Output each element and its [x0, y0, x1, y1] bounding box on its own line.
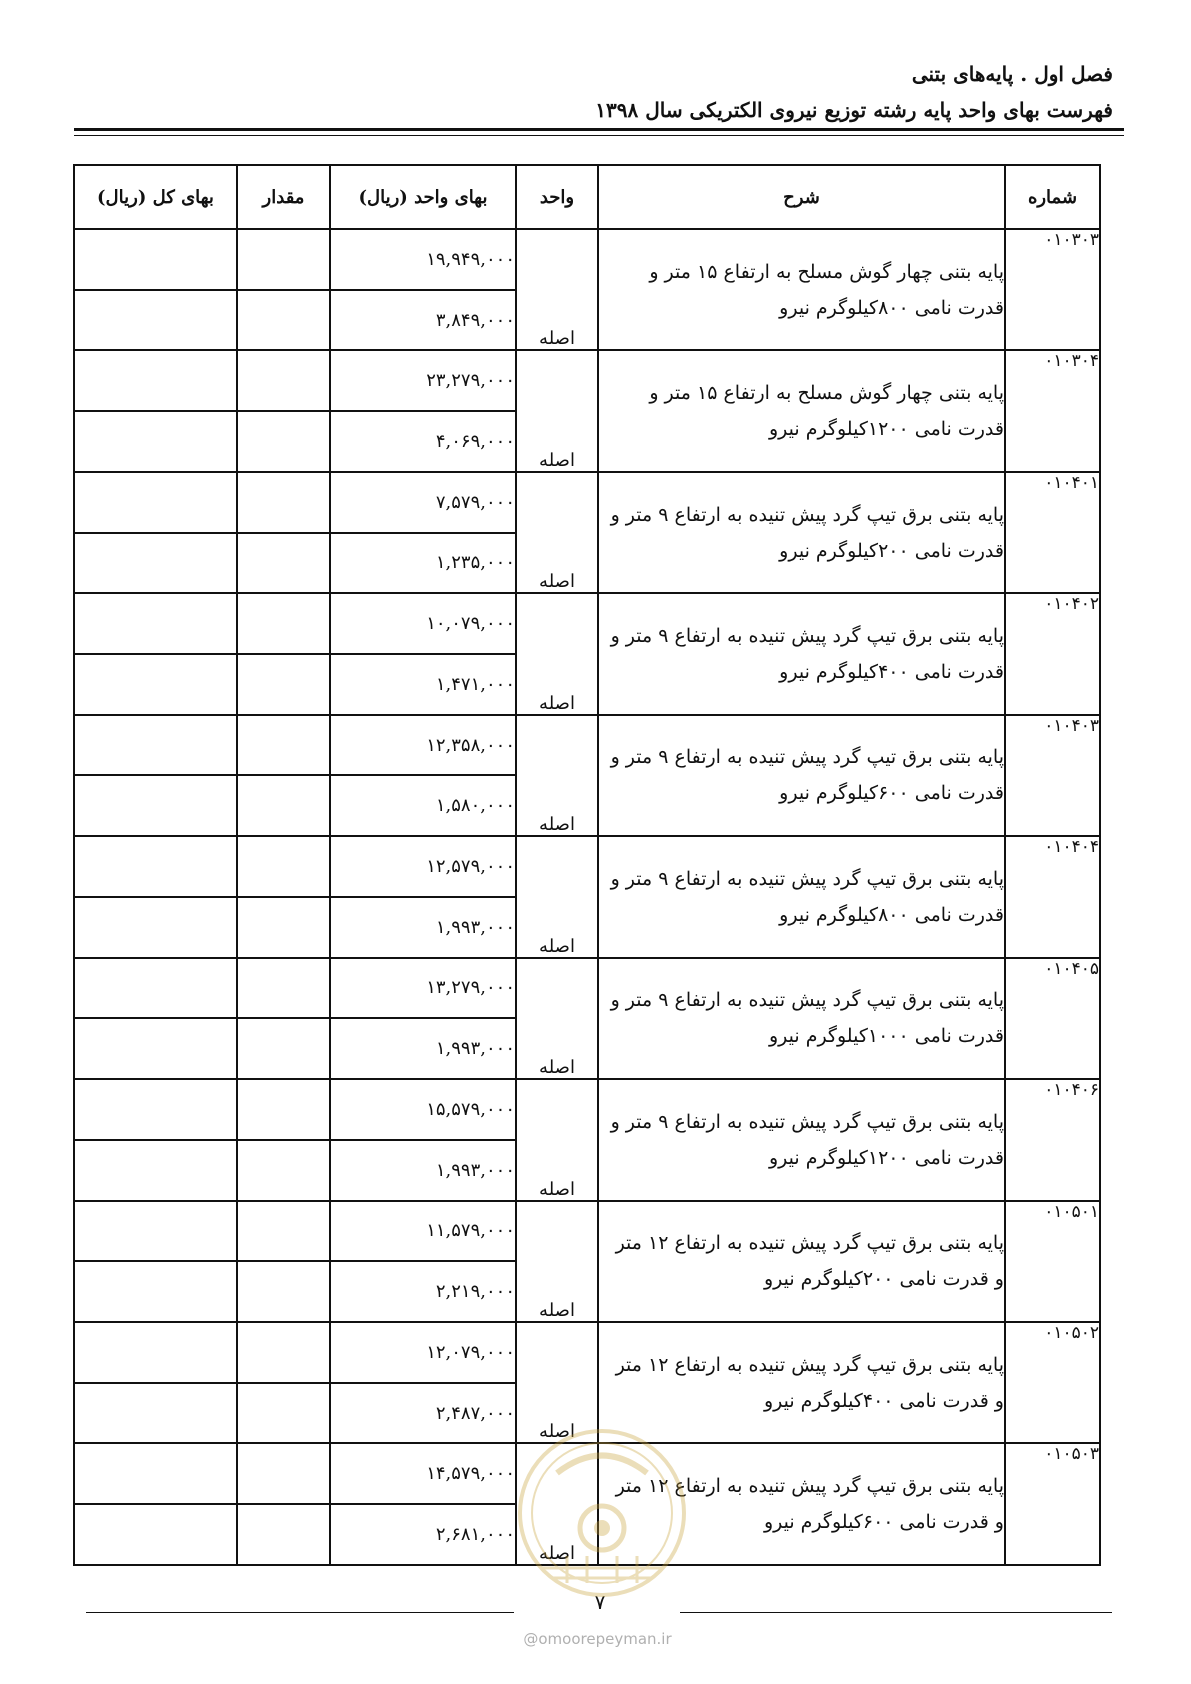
quantity-cell	[237, 290, 330, 351]
unit-price-cell: ۱۳,۲۷۹,۰۰۰	[330, 958, 516, 1019]
quantity-cell	[237, 1201, 330, 1262]
item-number-cell: ۰۱۰۴۰۱	[1005, 472, 1100, 593]
unit-cell: اصله	[516, 472, 598, 593]
unit-cell: اصله	[516, 1201, 598, 1322]
col-header-number: شماره	[1005, 165, 1100, 229]
table-row	[74, 1322, 1100, 1383]
quantity-cell	[237, 654, 330, 715]
table-header-row	[74, 165, 1100, 229]
table-row	[74, 1079, 1100, 1140]
description-line-2: قدرت نامی ۶۰۰کیلوگرم نیرو	[779, 782, 1004, 805]
unit-price-cell: ۳,۸۴۹,۰۰۰	[330, 290, 516, 351]
description-cell	[598, 472, 1005, 593]
description-line-2: و قدرت نامی ۶۰۰کیلوگرم نیرو	[763, 1511, 1004, 1534]
total-price-cell	[74, 290, 237, 351]
quantity-cell	[237, 715, 330, 776]
table-row	[74, 958, 1100, 1019]
unit-price-cell: ۱,۹۹۳,۰۰۰	[330, 1018, 516, 1079]
col-header-unit: واحد	[516, 165, 598, 229]
total-price-cell	[74, 1383, 237, 1444]
col-header-unit-price: بهای واحد (ریال)	[330, 165, 516, 229]
unit-price-cell: ۱,۴۷۱,۰۰۰	[330, 654, 516, 715]
quantity-cell	[237, 472, 330, 533]
item-number-cell: ۰۱۰۴۰۶	[1005, 1079, 1100, 1200]
quantity-cell	[237, 1504, 330, 1565]
description-cell	[598, 593, 1005, 714]
item-number-cell: ۰۱۰۴۰۵	[1005, 958, 1100, 1079]
unit-price-cell: ۱۹,۹۴۹,۰۰۰	[330, 229, 516, 290]
description-line-2: قدرت نامی ۲۰۰کیلوگرم نیرو	[779, 539, 1004, 562]
col-header-total-price: بهای کل (ریال)	[74, 165, 237, 229]
quantity-cell	[237, 775, 330, 836]
document-title: فهرست بهای واحد پایه رشته توزیع نیروی الکتریکی سال ۱۳۹۸	[595, 98, 1113, 122]
description-line-2: قدرت نامی ۱۲۰۰کیلوگرم نیرو	[768, 418, 1004, 441]
description-line-2: قدرت نامی ۸۰۰کیلوگرم نیرو	[779, 296, 1004, 319]
quantity-cell	[237, 1383, 330, 1444]
unit-price-cell: ۱۴,۵۷۹,۰۰۰	[330, 1443, 516, 1504]
item-number-cell: ۰۱۰۳۰۳	[1005, 229, 1100, 350]
unit-cell: اصله	[516, 958, 598, 1079]
description-line-1: پایه بتنی برق تیپ گرد پیش تنیده به ارتفاع ۱۲ متر	[615, 1232, 1004, 1255]
total-price-cell	[74, 1018, 237, 1079]
quantity-cell	[237, 897, 330, 958]
unit-price-cell: ۱,۹۹۳,۰۰۰	[330, 1140, 516, 1201]
unit-price-cell: ۱۲,۳۵۸,۰۰۰	[330, 715, 516, 776]
table-row	[74, 1201, 1100, 1262]
total-price-cell	[74, 654, 237, 715]
item-number-cell: ۰۱۰۴۰۴	[1005, 836, 1100, 957]
table-row	[74, 350, 1100, 411]
item-number-cell: ۰۱۰۵۰۳	[1005, 1443, 1100, 1565]
description-cell	[598, 1201, 1005, 1322]
description-line-1: پایه بتنی برق تیپ گرد پیش تنیده به ارتفاع ۹ متر و	[610, 625, 1004, 648]
unit-price-cell: ۱۵,۵۷۹,۰۰۰	[330, 1079, 516, 1140]
unit-price-cell: ۲,۲۱۹,۰۰۰	[330, 1261, 516, 1322]
total-price-cell	[74, 1079, 237, 1140]
quantity-cell	[237, 350, 330, 411]
total-price-cell	[74, 593, 237, 654]
description-line-1: پایه بتنی برق تیپ گرد پیش تنیده به ارتفاع ۹ متر و	[610, 867, 1004, 890]
item-number-cell: ۰۱۰۵۰۲	[1005, 1322, 1100, 1443]
quantity-cell	[237, 958, 330, 1019]
description-line-1: پایه بتنی برق تیپ گرد پیش تنیده به ارتفاع ۱۲ متر	[615, 1353, 1004, 1376]
unit-price-cell: ۱۱,۵۷۹,۰۰۰	[330, 1201, 516, 1262]
total-price-cell	[74, 1201, 237, 1262]
footer-rule-left	[86, 1612, 514, 1613]
unit-cell: اصله	[516, 1322, 598, 1443]
quantity-cell	[237, 1261, 330, 1322]
price-table	[73, 164, 1101, 1566]
total-price-cell	[74, 1443, 237, 1504]
unit-cell: اصله	[516, 350, 598, 471]
unit-cell: اصله	[516, 593, 598, 714]
description-cell	[598, 350, 1005, 471]
total-price-cell	[74, 1322, 237, 1383]
total-price-cell	[74, 472, 237, 533]
description-line-2: قدرت نامی ۱۰۰۰کیلوگرم نیرو	[768, 1025, 1004, 1048]
table-row	[74, 593, 1100, 654]
description-line-1: پایه بتنی برق تیپ گرد پیش تنیده به ارتفاع ۱۲ متر	[615, 1475, 1004, 1498]
description-line-2: قدرت نامی ۴۰۰کیلوگرم نیرو	[779, 661, 1004, 684]
total-price-cell	[74, 1504, 237, 1565]
unit-price-cell: ۱۲,۵۷۹,۰۰۰	[330, 836, 516, 897]
unit-cell: اصله	[516, 1443, 598, 1565]
description-line-2: و قدرت نامی ۲۰۰کیلوگرم نیرو	[763, 1268, 1004, 1291]
total-price-cell	[74, 229, 237, 290]
total-price-cell	[74, 836, 237, 897]
col-header-quantity: مقدار	[237, 165, 330, 229]
unit-price-cell: ۱,۵۸۰,۰۰۰	[330, 775, 516, 836]
header-rule	[74, 128, 1124, 131]
description-line-1: پایه بتنی برق تیپ گرد پیش تنیده به ارتفاع ۹ متر و	[610, 746, 1004, 769]
total-price-cell	[74, 411, 237, 472]
unit-cell: اصله	[516, 1079, 598, 1200]
col-header-description: شرح	[598, 165, 1005, 229]
logo-watermark	[512, 1418, 692, 1608]
description-cell	[598, 836, 1005, 957]
chapter-title: فصل اول . پایه‌های بتنی	[911, 62, 1113, 86]
description-line-2: قدرت نامی ۱۲۰۰کیلوگرم نیرو	[768, 1146, 1004, 1169]
unit-price-cell: ۲,۶۸۱,۰۰۰	[330, 1504, 516, 1565]
description-line-1: پایه بتنی چهار گوش مسلح به ارتفاع ۱۵ متر و	[649, 382, 1004, 405]
total-price-cell	[74, 958, 237, 1019]
unit-price-cell: ۱۰,۰۷۹,۰۰۰	[330, 593, 516, 654]
unit-price-cell: ۷,۵۷۹,۰۰۰	[330, 472, 516, 533]
total-price-cell	[74, 715, 237, 776]
quantity-cell	[237, 533, 330, 594]
quantity-cell	[237, 1322, 330, 1383]
table-row	[74, 836, 1100, 897]
table-row	[74, 472, 1100, 533]
unit-price-cell: ۲,۴۸۷,۰۰۰	[330, 1383, 516, 1444]
table-row	[74, 715, 1100, 776]
item-number-cell: ۰۱۰۴۰۲	[1005, 593, 1100, 714]
total-price-cell	[74, 350, 237, 411]
unit-cell: اصله	[516, 715, 598, 836]
quantity-cell	[237, 1443, 330, 1504]
page-number: ۷	[594, 1590, 606, 1614]
website-watermark: @omoorepeyman.ir	[523, 1630, 672, 1648]
total-price-cell	[74, 1261, 237, 1322]
total-price-cell	[74, 1140, 237, 1201]
unit-price-cell: ۴,۰۶۹,۰۰۰	[330, 411, 516, 472]
unit-price-cell: ۱,۲۳۵,۰۰۰	[330, 533, 516, 594]
description-cell	[598, 229, 1005, 350]
table-row	[74, 229, 1100, 290]
quantity-cell	[237, 229, 330, 290]
description-line-1: پایه بتنی برق تیپ گرد پیش تنیده به ارتفاع ۹ متر و	[610, 503, 1004, 526]
total-price-cell	[74, 897, 237, 958]
total-price-cell	[74, 775, 237, 836]
header-rule-thin	[74, 135, 1124, 136]
item-number-cell: ۰۱۰۴۰۳	[1005, 715, 1100, 836]
description-cell	[598, 958, 1005, 1079]
unit-cell: اصله	[516, 229, 598, 350]
description-line-1: پایه بتنی چهار گوش مسلح به ارتفاع ۱۵ متر و	[649, 260, 1004, 283]
unit-price-cell: ۲۳,۲۷۹,۰۰۰	[330, 350, 516, 411]
description-cell	[598, 1079, 1005, 1200]
description-line-2: قدرت نامی ۸۰۰کیلوگرم نیرو	[779, 903, 1004, 926]
quantity-cell	[237, 836, 330, 897]
description-line-1: پایه بتنی برق تیپ گرد پیش تنیده به ارتفاع ۹ متر و	[610, 989, 1004, 1012]
unit-price-cell: ۱۲,۰۷۹,۰۰۰	[330, 1322, 516, 1383]
quantity-cell	[237, 1018, 330, 1079]
total-price-cell	[74, 533, 237, 594]
footer-rule-right	[680, 1612, 1112, 1613]
quantity-cell	[237, 593, 330, 654]
description-line-1: پایه بتنی برق تیپ گرد پیش تنیده به ارتفاع ۹ متر و	[610, 1110, 1004, 1133]
unit-cell: اصله	[516, 836, 598, 957]
description-cell	[598, 715, 1005, 836]
item-number-cell: ۰۱۰۵۰۱	[1005, 1201, 1100, 1322]
quantity-cell	[237, 1079, 330, 1140]
unit-price-cell: ۱,۹۹۳,۰۰۰	[330, 897, 516, 958]
item-number-cell: ۰۱۰۳۰۴	[1005, 350, 1100, 471]
quantity-cell	[237, 1140, 330, 1201]
description-line-2: و قدرت نامی ۴۰۰کیلوگرم نیرو	[763, 1389, 1004, 1412]
quantity-cell	[237, 411, 330, 472]
